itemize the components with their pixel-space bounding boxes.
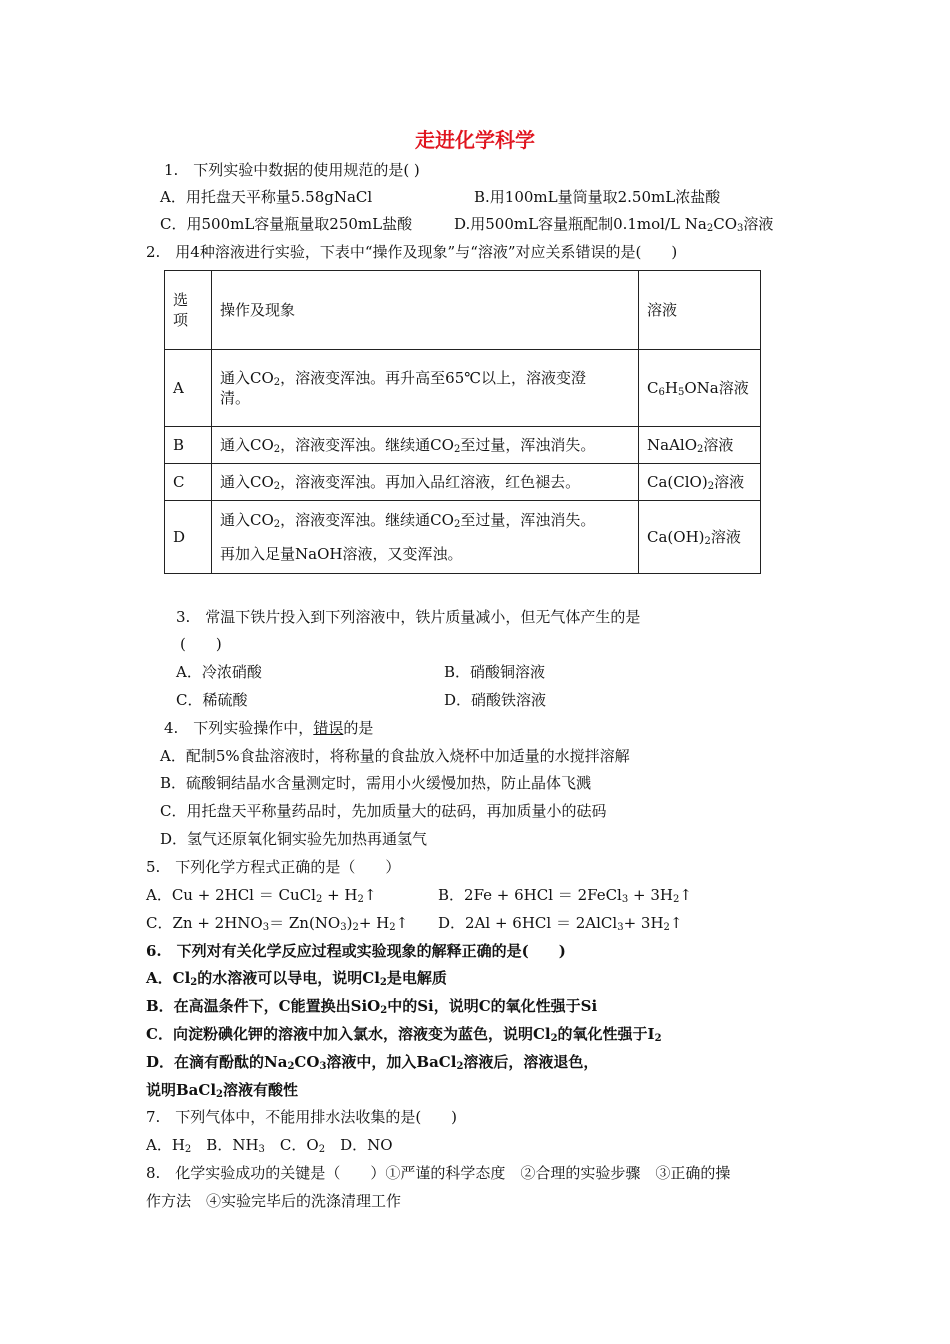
q6-stem: 6. 下列对有关化学反应过程或实验现象的解释正确的是( ) <box>146 942 566 960</box>
q4-stem: 4. 下列实验操作中，错误的是 <box>164 719 374 737</box>
q4-option-b: B．硫酸铜结晶水含量测定时，需用小火缓慢加热，防止晶体飞溅 <box>160 774 592 792</box>
q5-option-c: C．$Zn + 2HNO_3= Zn(NO_3)_2+$ $H_2↑$ <box>146 914 409 933</box>
q6-option-b: B．在高温条件下，C能置换出SiO$_2$中的Si，说明C的氧化性强于Si <box>146 997 598 1016</box>
header-option: 选 项 <box>165 271 212 350</box>
row-option: D <box>165 501 212 574</box>
q2-stem: 2. 用4种溶液进行实验，下表中“操作及现象”与“溶液”对应关系错误的是( ) <box>146 243 678 261</box>
row-operation: 通入$CO_2$，溶液变浑浊。继续通$CO_2$至过量，浑浊消失。 再加入足量NaOH溶液，又变浑浊。 <box>212 501 639 574</box>
q6-option-d: D．在滴有酚酞的$Na_2CO_3$溶液中，加入BaCl$_2$溶液后，溶液退色， <box>146 1053 599 1072</box>
row-option: A <box>165 350 212 427</box>
row-operation: 通入$CO_2$，溶液变浑浊。再加入品红溶液，红色褪去。 <box>212 464 639 501</box>
row-solution: $Ca(ClO)_2$溶液 <box>639 464 761 501</box>
q6-option-a: A．$Cl_2$的水溶液可以导电，说明$Cl_2$是电解质 <box>146 969 447 988</box>
q4-option-c: C．用托盘天平称量药品时，先加质量大的砝码，再加质量小的砝码 <box>160 802 607 820</box>
q8-line2: 作方法 ④实验完毕后的洗涤清理工作 <box>146 1192 402 1210</box>
q4-option-d: D．氢气还原氧化铜实验先加热再通氢气 <box>160 830 428 848</box>
table-row <box>165 501 761 574</box>
row-solution: $C_6H_5ONa$溶液 <box>639 350 761 427</box>
row-option: C <box>165 464 212 501</box>
q3-option-b: B．硝酸铜溶液 <box>444 663 546 681</box>
table-row <box>165 350 761 427</box>
q7-stem: 7. 下列气体中，不能用排水法收集的是( ) <box>146 1108 458 1126</box>
q3-option-c: C．稀硫酸 <box>176 691 248 709</box>
q1-option-c: C．用500mL容量瓶量取250mL盐酸 <box>160 215 413 233</box>
q7-options: A．$H_2$ B．$NH_3$ C．$O_2$ D．NO <box>146 1136 393 1155</box>
q5-option-d: D．2Al + 6HCl ＝ 2AlCl$_3$+ $3H_2↑$ <box>438 914 683 933</box>
row-solution: NaAlO$_2$溶液 <box>639 427 761 464</box>
header-solution: 溶液 <box>639 271 761 350</box>
table-row <box>165 464 761 501</box>
q8-line1: 8. 化学实验成功的关键是（ ）①严谨的科学态度 ②合理的实验步骤 ③正确的操 <box>146 1164 731 1182</box>
q1-option-a: A．用托盘天平称量5.58gNaCl <box>160 188 373 206</box>
q3-option-a: A．冷浓硝酸 <box>176 663 262 681</box>
row-operation: 通入$CO_2$，溶液变浑浊。继续通$CO_2$至过量，浑浊消失。 <box>212 427 639 464</box>
q5-option-a: A．Cu + 2HCl ＝ CuCl$_2$ + $H_2↑$ <box>146 886 377 905</box>
q1-stem: 1. 下列实验中数据的使用规范的是( ) <box>164 161 420 179</box>
q5-option-b: B．2Fe + 6HCl ＝ 2FeCl$_3$ + $3H_2↑$ <box>438 886 692 905</box>
q6-option-c: C．向淀粉碘化钾的溶液中加入氯水，溶液变为蓝色，说明$Cl_2$的氧化性强于$I_2$ <box>146 1025 662 1044</box>
q1-option-d: D.用500mL容量瓶配制0.1mol/L $Na_2CO_3$溶液 <box>454 215 774 234</box>
q3-option-d: D．硝酸铁溶液 <box>444 691 547 709</box>
q5-stem: 5. 下列化学方程式正确的是（ ） <box>146 858 401 876</box>
row-operation: 通入$CO_2$，溶液变浑浊。再升高至65℃以上，溶液变澄 清。 <box>212 350 639 427</box>
row-option: B <box>165 427 212 464</box>
q2-table <box>164 270 761 574</box>
q3-paren: ( ) <box>180 635 222 653</box>
q4-option-a: A．配制5%食盐溶液时，将称量的食盐放入烧杯中加适量的水搅拌溶解 <box>160 747 630 765</box>
q6-option-d-cont: 说明BaCl$_2$溶液有酸性 <box>146 1081 299 1100</box>
q3-stem: 3. 常温下铁片投入到下列溶液中，铁片质量减小，但无气体产生的是 <box>176 608 641 626</box>
page-title: 走进化学科学 <box>415 128 535 152</box>
table-row <box>165 427 761 464</box>
row-solution: $Ca(OH)_2$溶液 <box>639 501 761 574</box>
q1-option-b: B.用100mL量筒量取2.50mL浓盐酸 <box>474 188 721 206</box>
table-header-row <box>165 271 761 350</box>
header-operation: 操作及现象 <box>212 271 639 350</box>
